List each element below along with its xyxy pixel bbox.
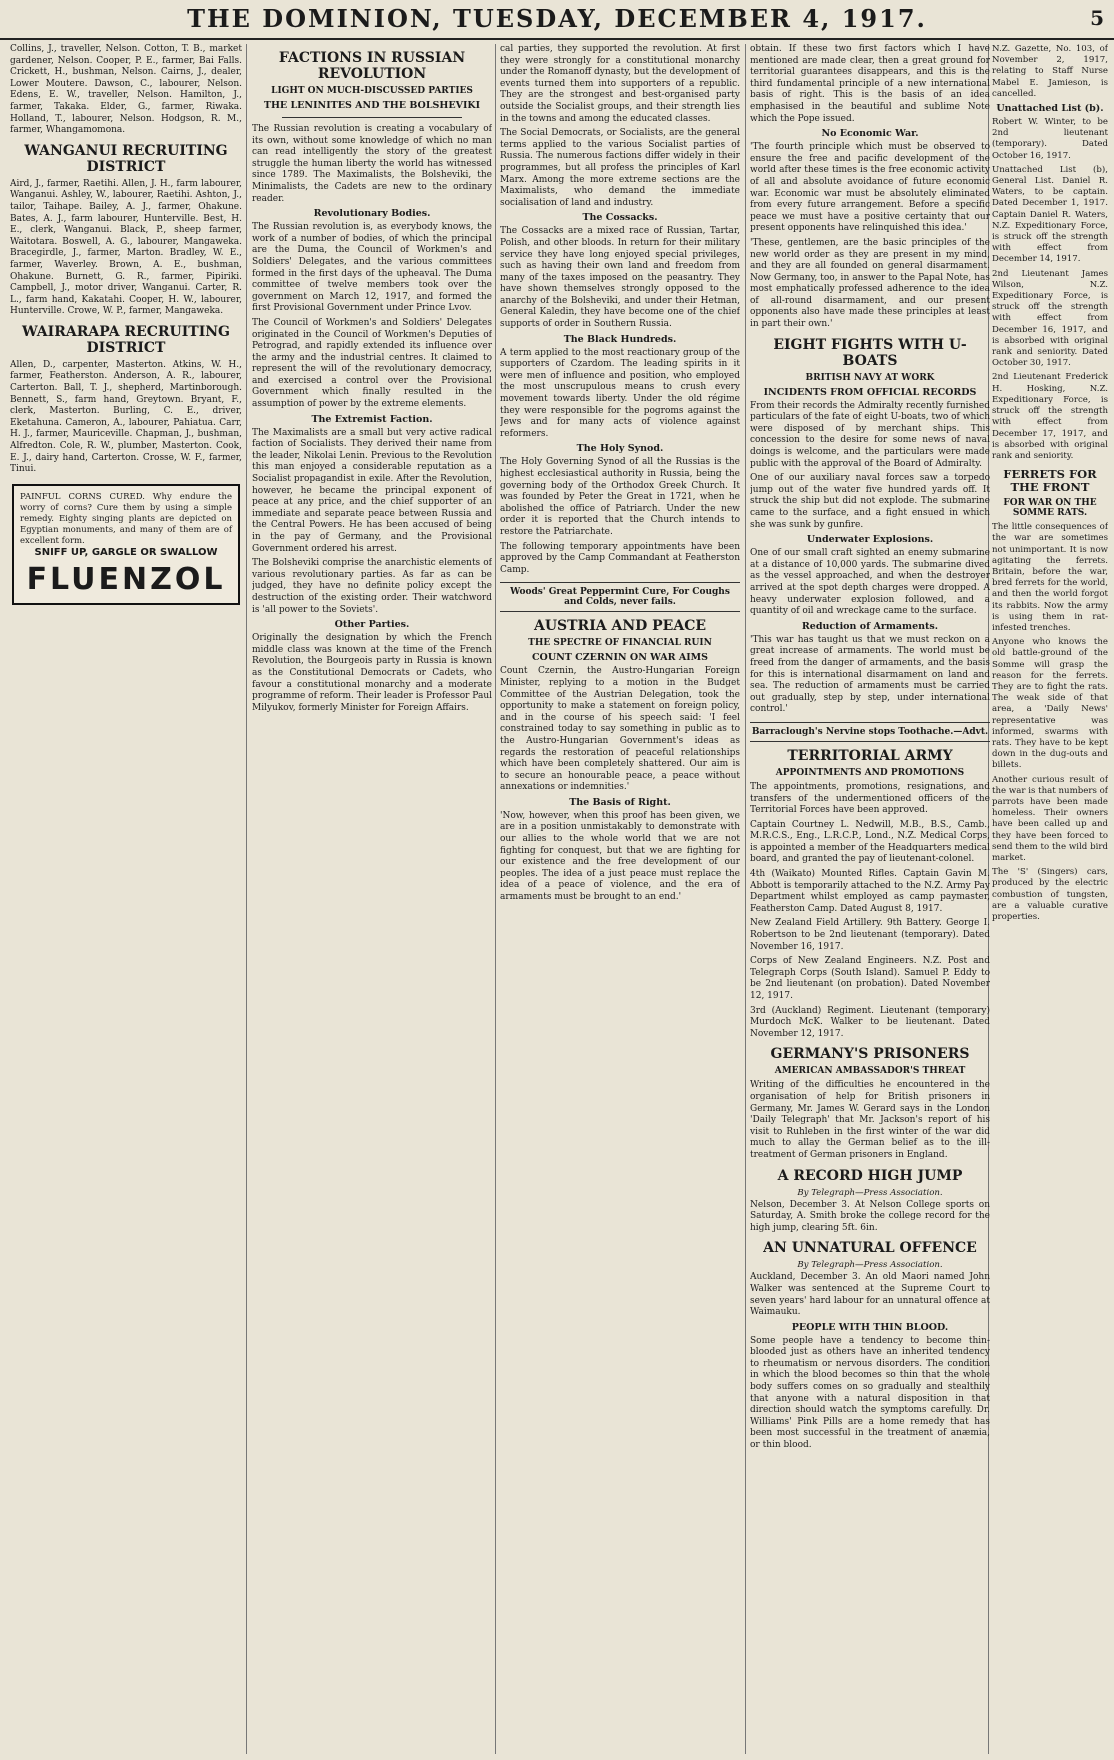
section-heading: WAIRARAPA RECRUITING DISTRICT (21, 323, 231, 356)
article-headline: TERRITORIAL ARMY (787, 747, 953, 764)
ad-text: PAINFUL CORNS CURED. Why endure the worry of corns? Cure them by using a simple remedy. Eighty singing plants are depicted on Egyptian monuments, and many of them are of excellent form. (20, 491, 232, 546)
paragraph: The Bolsheviki comprise the anarchistic elements of various revolutionary parties. As far as can be judged, they have no definite policy except the destruction of the existing order. Their watchword is 'all power to the Soviets'. (252, 558, 492, 615)
article-subhead: AMERICAN AMBASSADOR'S THREAT (774, 1066, 966, 1077)
paragraph: cal parties, they supported the revolution. At first they were strongly for a constitutional monarchy under the Romanoff dynasty, but the development of events turned them into supporters of a republic. They are the strongest and best-organised party outside the Socialist groups, and their strength lies in the towns and among the educated classes. (500, 44, 740, 124)
paragraph: Some people have a tendency to become thin-blooded just as others have an inherited tendency to rheumatism or nervous disorders. The condition in which the blood becomes so thin that the whole body suffers comes on so gradually and stealthily that anyone with a natural disposition in that direction should watch the symptoms carefully. Dr. Williams' Pink Pills are a home remedy that has been most successful in the treatment of anæmia, or thin blood. (750, 1335, 990, 1451)
article-headline: AUSTRIA AND PEACE (533, 618, 707, 635)
paragraph: Nelson, December 3. At Nelson College sports on Saturday, A. Smith broke the college record for the high jump, clearing 5ft. 6in. (750, 1199, 990, 1233)
article-subhead: FOR WAR ON THE SOMME RATS. (1003, 498, 1097, 519)
paragraph: 'Now, however, when this proof has been given, we are in a position unmistakably to demonstrate with our allies to the whole world that we are not fighting for conquest, but that we are fighting for our existence and the free development of our peoples. The idea of a just peace must replace the idea of a peace of violence, and the era of armaments must be brought to an end.' (500, 810, 740, 903)
paragraph: 'These, gentlemen, are the basic principles of the new world order as they are present in my mind, and they are all founded on general disarmament. Now Germany, too, in answer to the Papal Note, has most emphatically professed adherence to the idea of all-round disarmament, and our present opponents also have made these principles at least in part their own.' (750, 237, 990, 330)
paragraph: 2nd Lieutenant James Wilson, N.Z. Expeditionary Force, is struck off the strength with effect from December 16, 1917, and is absorbed with original rank and seniority. Dated October 30, 1917. (992, 268, 1108, 369)
paragraph: Unattached List (b), General List. Daniel R. Waters, to be captain. Dated December 1, 1917. Captain Daniel R. Waters, N.Z. Expeditionary Force, is struck off the strength with effect from December 14, 1917. (992, 164, 1108, 265)
paragraph: The Cossacks are a mixed race of Russian, Tartar, Polish, and other bloods. In return for their military service they have long enjoyed special privileges, such as having their own land and freedom from many of the taxes imposed on the peasantry. They have shown themselves strongly opposed to the anarchy of the Bolsheviki, and under their Hetman, General Kaledin, they have become one of the chief supports of order in Southern Russia. (500, 226, 740, 330)
paragraph: The Social Democrats, or Socialists, are the general terms applied to the various Socialist parties of Russia. The numerous factions differ widely in their programmes, but all profess the principles of Karl Marx. Among the more extreme sections are the Maximalists, who demand the immediate socialisation of land and industry. (500, 128, 740, 208)
article-headline: FACTIONS IN RUSSIAN REVOLUTION (278, 50, 466, 82)
paragraph: Count Czernin, the Austro-Hungarian Foreign Minister, replying to a motion in the Budget Committee of the Austrian Delegation, took the opportunity to make a statement on foreign policy, and in the course of his speech said: 'I feel constrained today to say something in public as to the Austro-Hungarian Government's ideas as regards the restoration of peaceful relationships which have been completely shattered. Our aim is to secure an honourable peace, a peace without annexations or indemnities.' (500, 666, 740, 793)
paragraph: The Holy Governing Synod of all the Russias is the highest ecclesiastical authority in Russia, being the governing body of the Orthodox Greek Church. It was founded by Peter the Great in 1721, when he abolished the office of Patriarch. Under the new order it is reported that the Church intends to restore the Patriarchate. (500, 457, 740, 537)
paragraph: 2nd Lieutenant Frederick H. Hosking, N.Z. Expeditionary Force, is struck off the strength with effect from December 17, 1917, and is absorbed with original rank and seniority. (992, 372, 1108, 461)
paragraph: Robert W. Winter, to be 2nd lieutenant (temporary). Dated October 16, 1917. (992, 117, 1108, 161)
section-heading: WANGANUI RECRUITING DISTRICT (24, 142, 228, 175)
paragraph: The Russian revolution is, as everybody knows, the work of a number of bodies, of which the principal are the Duma, the Council of Workmen's and Soldiers' Delegates, and the various committees formed in the first days of the upheaval. The Duma committee of twelve members took over the government on March 12, 1917, and formed the first Provisional Government under Prince Lvov. (252, 222, 492, 314)
article-headline: FERRETS FOR THE FRONT (1003, 467, 1097, 495)
column-3 (500, 44, 740, 1754)
article-headline: EIGHT FIGHTS WITH U-BOATS (773, 336, 967, 369)
article-subhead: APPOINTMENTS AND PROMOTIONS (775, 767, 965, 778)
paragraph: Another curious result of the war is that numbers of parrots have been made homeless. Their owners have been called up and they have been forced to send them to the wild bird market. (992, 774, 1108, 863)
section-title: The Extremist Faction. (311, 413, 433, 425)
column-rule (745, 44, 746, 1754)
section-title: PEOPLE WITH THIN BLOOD. (791, 1321, 949, 1333)
paragraph: 4th (Waikato) Mounted Rifles. Captain Gavin M. Abbott is temporarily attached to the N.Z. Army Pay Department whilst employed as camp paymaster, Featherston Camp. Dated August 8, 1917. (750, 869, 990, 914)
column-rule (495, 44, 496, 1754)
section-title: Underwater Explosions. (806, 534, 934, 546)
paragraph: Corps of New Zealand Engineers. N.Z. Post and Telegraph Corps (South Island). Samuel P. Eddy to be 2nd lieutenant (on probation). Dated November 12, 1917. (750, 956, 990, 1001)
article-headline: GERMANY'S PRISONERS (770, 1046, 970, 1063)
paragraph: New Zealand Field Artillery. 9th Battery. George I. Robertson to be 2nd lieutenant (temporary). Dated November 16, 1917. (750, 918, 990, 952)
article-subhead: THE SPECTRE OF FINANCIAL RUIN (528, 638, 712, 649)
paragraph: One of our auxiliary naval forces saw a torpedo jump out of the water five hundred yards off. It struck the ship but did not explode. The submarine came to the surface, and a fight ensued in which she was sunk by gunfire. (750, 473, 990, 530)
column-rule (246, 44, 247, 1754)
article-kicker: COUNT CZERNIN ON WAR AIMS (531, 652, 709, 664)
paragraph: 'This war has taught us that we must reckon on a great increase of armaments. The world must be freed from the danger of armaments, and the basis for this is international disarmament on land and sea. The reduction of armaments must be carried out gradually, step by step, under international control.' (750, 634, 990, 715)
paragraph: Originally the designation by which the French middle class was known at the time of the French Revolution, the Bourgeois party in Russia is known as the Constitutional Democrats or Cadets, who favour a constitutional monarchy and a moderate programme of reform. Their leader is Professor Paul Milyukov, formerly Minister for Foreign Affairs. (252, 633, 492, 713)
paragraph: The Maximalists are a small but very active radical faction of Socialists. They derived their name from the leader, Nikolai Lenin. Previous to the Revolution this man enjoyed a considerable reputation as a Socialist propagandist in exile. After the Revolution, however, he became the principal exponent of peace at any price, and the chief supporter of an immediate and separate peace between Russia and the Central Powers. He has been accused of being in the pay of Germany, and the Provisional Government ordered his arrest. (252, 427, 492, 554)
paragraph: 'The fourth principle which must be observed to ensure the free and pacific development of the world after these times is the free economic activity of all and absolute avoidance of future economic war. Economic war must be absolutely eliminated from every future arrangement. Before a specific peace we must have a positive certainty that our present opponents have relinquished this idea.' (750, 142, 990, 234)
paragraph: The Russian revolution is creating a vocabulary of its own, without some knowledge of which no man can read intelligently the story of the greatest struggle the human liberty the world has witnessed since 1789. The Maximalists, the Bolsheviki, the Minimalists, the Cadets are new to the ordinary reader. (252, 124, 492, 204)
paragraph: The Council of Workmen's and Soldiers' Delegates originated in the Council of Workmen's Deputies of Petrograd, and rapidly extended its influence over the army and the industrial centres. It claimed to represent the will of the revolutionary democracy, and exercised a control over the Provisional Government which finally resulted in the assumption of power by the extreme elements. (252, 317, 492, 410)
ad-slogan: SNIFF UP, GARGLE OR SWALLOW (34, 546, 218, 558)
byline: By Telegraph—Press Association. (797, 1260, 943, 1271)
article-kicker: THE LENINITES AND THE BOLSHEVIKI (263, 100, 481, 111)
section-title: No Economic War. (821, 128, 919, 140)
section-title: Other Parties. (334, 619, 410, 631)
recruit-list: Aird, J., farmer, Raetihi. Allen, J. H., farm labourer, Wanganui. Ashley, W., labourer, Raetihi. Ashton, J., tailor, Taihape. Bailey, A. J., farmer, Ohakune. Bates, A. J., farm labourer, Hunterville. Best, H. E., clerk, Wanganui. Black, P., sheep farmer, Waitotara. Boswell, A. G., labourer, Mangaweka. Bracegirdle, J., farmer, Marton. Bradley, W. E., farmer, Waverley. Brown, A. E., bushman, Ohakune. Burnett, G. R., farmer, Pipiriki. Campbell, J., motor driver, Wanganui. Carter, R. L., farm hand, Kakatahi. Cooper, H. W., labourer, Hunterville. Crowe, W. P., farmer, Mangaweka. (10, 178, 242, 317)
section-title: The Holy Synod. (576, 443, 664, 455)
paragraph: Captain Courtney L. Nedwill, M.B., B.S., Camb., M.R.C.S., Eng., L.R.C.P., Lond., N.Z. Medical Corps, is appointed a member of the Headquarters medical board, and granted the pay of lieutenant-colonel. (750, 819, 990, 865)
paragraph: obtain. If these two first factors which I have mentioned are made clear, then a great ground for territorial guarantees disappears, and this is the third fundamental principle of a new international basis of right. This is the basis of an idea emphasised in the beautiful and sublime Note which the Pope issued. (750, 44, 990, 124)
advertisement (12, 484, 240, 605)
page-number: 5 (1090, 6, 1104, 30)
article-headline: AN UNNATURAL OFFENCE (763, 1240, 977, 1257)
paragraph: A term applied to the most reactionary group of the supporters of Czardom. The leading spirits in it were men of influence and position, who employed the most unscrupulous means to crush every movement towards liberty. Under the old régime they were responsible for the pogroms against the Jews and for many acts of violence against reformers. (500, 347, 740, 439)
paragraph: The little consequences of the war are sometimes not unimportant. It is now agitating the ferrets. Britain, before the war, bred ferrets for the world, and then the world forgot its rabbits. Now the army is using them in rat-infested trenches. (992, 522, 1108, 633)
paragraph: The appointments, promotions, resignations, and transfers of the undermentioned officers of the Territorial Forces have been approved. (750, 781, 990, 816)
section-title: Reduction of Armaments. (801, 620, 939, 632)
column-4 (750, 44, 990, 1754)
divider (282, 117, 462, 118)
paragraph: The 'S' (Singers) cars, produced by the electric combustion of tungsten, are a valuable curative properties. (992, 867, 1108, 923)
ad-brand: FLUENZOL (26, 561, 226, 597)
section-title: Unattached List (b). (996, 103, 1104, 115)
recruit-list: Collins, J., traveller, Nelson. Cotton, T. B., market gardener, Nelson. Cooper, P. E., farmer, Bai Falls. Crickett, H., bushman, Nelson. Cairns, J., dealer, Lower Moutere. Dawson, C., labourer, Nelson. Edens, E. W., traveller, Nelson. Hamilton, J., farmer, Takaka. Elder, G., farmer, Riwaka. Holland, T., labourer, Nelson. Hodgson, R. M., farmer, Whangamomona. (10, 44, 242, 136)
masthead (0, 0, 1114, 40)
article-subhead: LIGHT ON MUCH-DISCUSSED PARTIES (271, 86, 473, 96)
paragraph: Writing of the difficulties he encountered in the organisation of help for British prisoners in Germany, Mr. James W. Gerard says in the London 'Daily Telegraph' that Mr. Jackson's report of his visit to Ruhleben in the first winter of the war did much to allay the German belief as to the ill-treatment of German prisoners in England. (750, 1080, 990, 1160)
byline: By Telegraph—Press Association. (797, 1187, 943, 1198)
paragraph: N.Z. Gazette, No. 103, of November 2, 1917, relating to Staff Nurse Mabel E. Jamieson, is cancelled. (992, 44, 1108, 99)
section-title: The Black Hundreds. (563, 333, 677, 345)
paragraph: 3rd (Auckland) Regiment. Lieutenant (temporary) Murdoch McK. Walker to be lieutenant. Dated November 12, 1917. (750, 1005, 990, 1039)
newspaper-title: THE DOMINION, TUESDAY, DECEMBER 4, 1917. (187, 4, 927, 33)
article-kicker: INCIDENTS FROM OFFICIAL RECORDS (763, 386, 977, 398)
article-headline: A RECORD HIGH JUMP (777, 1167, 963, 1184)
column-2 (252, 44, 492, 1754)
paragraph: Auckland, December 3. An old Maori named John Walker was sentenced at the Supreme Court to seven years' hard labour for an unnatural offence at Waimauku. (750, 1272, 990, 1318)
paragraph: One of our small craft sighted an enemy submarine at a distance of 10,000 yards. The submarine dived as the vessel approached, and when the destroyer arrived at the spot depth charges were dropped. A heavy underwater explosion followed, and a quantity of oil and wreckage came to the surface. (750, 548, 990, 617)
article-subhead: BRITISH NAVY AT WORK (805, 372, 935, 383)
column-5 (992, 44, 1108, 1754)
recruit-list: Allen, D., carpenter, Masterton. Atkins, W. H., farmer, Featherston. Anderson, A. R., labourer, Carterton. Ball, T. J., shepherd, Martinborough. Bennett, S., farm hand, Greytown. Bryant, F., clerk, Masterton. Burling, C. E., driver, Eketahuna. Cameron, A., labourer, Pahiatua. Carr, H. J., farmer, Mauriceville. Chapman, J., bushman, Alfredton. Cole, R. W., plumber, Masterton. Cook, E. J., dairy hand, Carterton. Crosse, W. F., farmer, Tinui. (10, 359, 242, 475)
paragraph: Anyone who knows the old battle-ground of the Somme will grasp the reason for the ferrets. They are to fight the rats. The weak side of that area, a 'Daily News' representative was informed, swarms with rats. They have to be kept down in the dug-outs and billets. (992, 637, 1108, 771)
section-title: The Cossacks. (582, 212, 658, 224)
paragraph: From their records the Admiralty recently furnished particulars of the fate of eight U-boats, two of which were disposed of by merchant ships. This concession to the desire for some news of naval doings is welcome, and the particulars were made public with the approval of the Board of Admiralty. (750, 400, 990, 469)
paragraph: The following temporary appointments have been approved by the Camp Commandant at Featherston Camp. (500, 541, 740, 575)
small-advertisement: Barraclough's Nervine stops Toothache.—Advt. (750, 722, 990, 742)
section-title: Revolutionary Bodies. (313, 208, 431, 220)
column-1 (10, 44, 242, 1754)
small-advertisement: Woods' Great Peppermint Cure, For Coughs and Colds, never fails. (500, 582, 740, 612)
section-title: The Basis of Right. (569, 796, 671, 808)
